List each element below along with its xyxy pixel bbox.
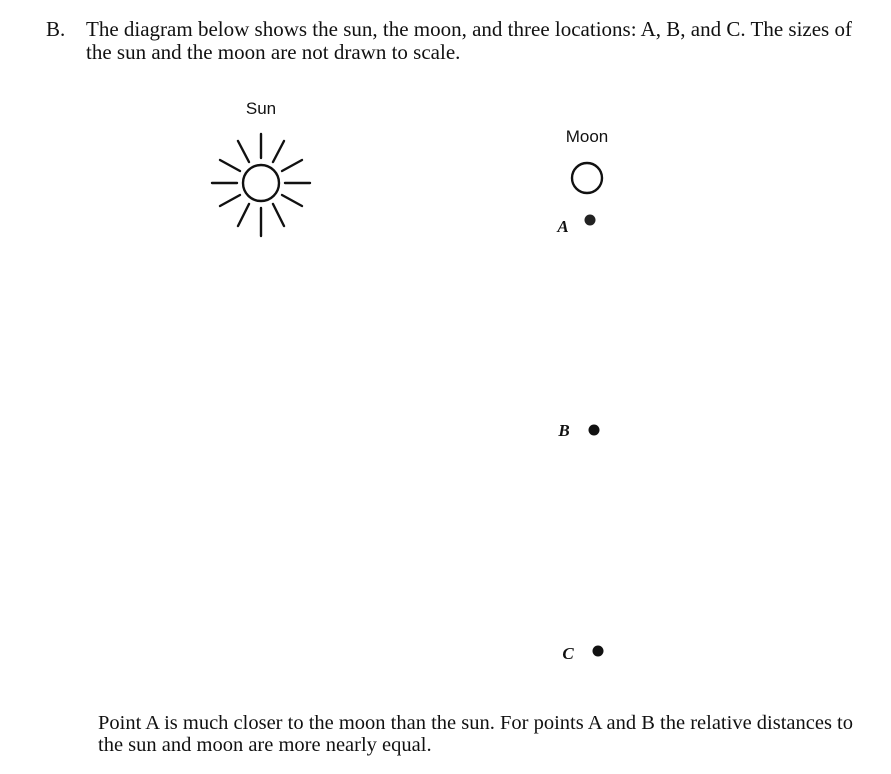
point-b-dot bbox=[589, 425, 600, 436]
point-c-dot bbox=[593, 646, 604, 657]
moon-icon bbox=[572, 163, 602, 193]
answer-text: Point A is much closer to the moon than the sun. For points A and B the relative distances to the sun and moon are more nearly equal. bbox=[98, 712, 854, 756]
moon-label: Moon bbox=[565, 127, 609, 146]
question-text: The diagram below shows the sun, the moon, and three locations: A, B, and C. The sizes of the sun and the moon are not drawn to scale. bbox=[86, 17, 852, 64]
point-a-dot bbox=[585, 215, 596, 226]
point-c-label: C bbox=[562, 644, 574, 663]
point-a-label: A bbox=[557, 217, 569, 236]
point-b-label: B bbox=[558, 421, 570, 440]
sun-label: Sun bbox=[245, 99, 277, 118]
question-label: B. bbox=[46, 17, 66, 41]
sun-icon bbox=[212, 134, 310, 236]
